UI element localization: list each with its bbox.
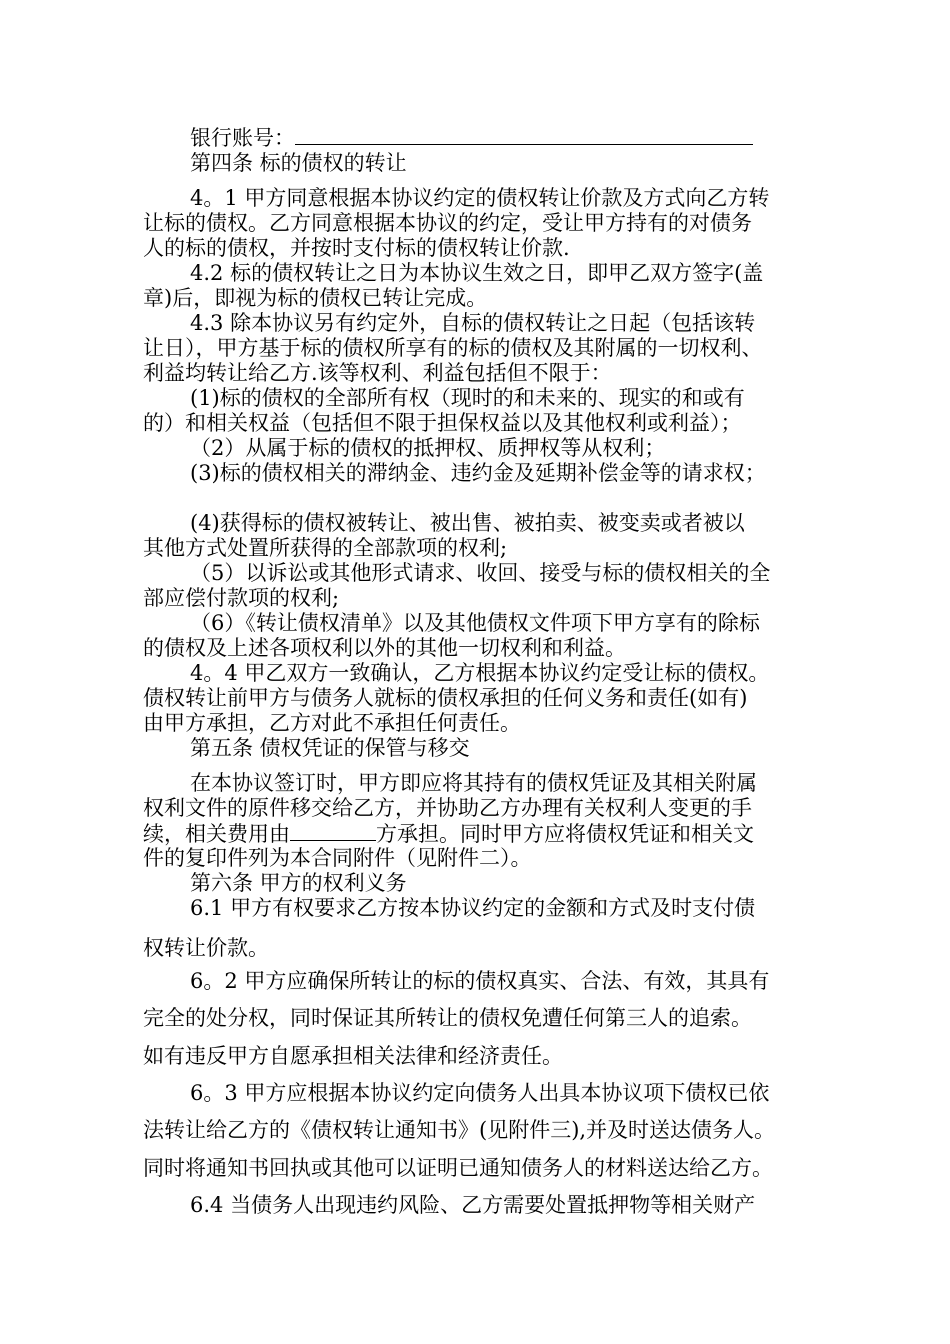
clause-6-2-line-2: 完全的处分权，同时保证其所转让的债权免遭任何第三人的追索。	[143, 1006, 752, 1030]
clause-4-4-line-1: 4。4 甲乙双方一致确认，乙方根据本协议约定受让标的债权。	[190, 661, 770, 685]
clause-6-4-line-1: 6.4 当债务人出现违约风险、乙方需要处置抵押物等相关财产	[190, 1193, 756, 1217]
item-6-line-1: （6）《转让债权清单》以及其他债权文件项下甲方享有的除标	[190, 611, 760, 635]
bank-account-label: 银行账号：	[190, 126, 295, 150]
clause-4-2-line-1: 4.2 标的债权转让之日为本协议生效之日，即甲乙双方签字(盖	[190, 261, 764, 285]
article-5-line-3	[143, 820, 754, 847]
article-6-heading: 第六条 甲方的权利义务	[190, 871, 407, 895]
clause-4-2-line-2: 章)后，即视为标的债权已转让完成。	[143, 286, 488, 310]
clause-4-4-line-2: 债权转让前甲方与债务人就标的债权承担的任何义务和责任(如有)	[143, 686, 748, 710]
clause-6-2-line-1: 6。2 甲方应确保所转让的标的债权真实、合法、有效，其具有	[190, 969, 770, 993]
clause-4-4-line-3: 由甲方承担，乙方对此不承担任何责任。	[143, 711, 521, 735]
article-5-line-2: 权利文件的原件移交给乙方，并协助乙方办理有关权利人变更的手	[143, 796, 752, 820]
article-4-heading: 第四条 标的债权的转让	[190, 151, 407, 175]
bank-account-line	[190, 124, 753, 151]
clause-4-1-line-3: 人的标的债权，并按时支付标的债权转让价款.	[143, 236, 570, 260]
bank-account-blank	[295, 124, 753, 145]
party-blank	[290, 820, 376, 841]
clause-4-3-line-1: 4.3 除本协议另有约定外，自标的债权转让之日起（包括该转	[190, 311, 756, 335]
item-4-line-2: 其他方式处置所获得的全部款项的权利;	[143, 536, 508, 560]
clause-6-3-line-2: 法转让给乙方的《债权转让通知书》(见附件三),并及时送达债务人。	[143, 1118, 776, 1142]
article-5-line-3-after: 方承担。同时甲方应将债权凭证和相关文	[376, 822, 754, 846]
clause-4-1-line-2: 让标的债权。乙方同意根据本协议的约定，受让甲方持有的对债务	[143, 211, 752, 235]
article-5-line-1: 在本协议签订时，甲方即应将其持有的债权凭证及其相关附属	[190, 771, 757, 795]
article-5-heading: 第五条 债权凭证的保管与移交	[190, 736, 470, 760]
article-5-line-4: 件的复印件列为本合同附件（见附件二）。	[143, 846, 532, 870]
item-1-line-1: (1)标的债权的全部所有权（现时的和未来的、现实的和或有	[190, 386, 745, 410]
item-1-line-2: 的）和相关权益（包括但不限于担保权益以及其他权利或利益）；	[143, 411, 742, 435]
item-4-line-1: (4)获得标的债权被转让、被出售、被拍卖、被变卖或者被以	[190, 511, 745, 535]
clause-6-1-line-1: 6.1 甲方有权要求乙方按本协议约定的金额和方式及时支付债	[190, 896, 756, 920]
article-5-line-3-before: 续，相关费用由	[143, 822, 290, 846]
clause-6-2-line-3: 如有违反甲方自愿承担相关法律和经济责任。	[143, 1044, 563, 1068]
item-5-line-2: 部应偿付款项的权利;	[143, 586, 340, 610]
item-6-line-2: 的债权及上述各项权利以外的其他一切权利和利益。	[143, 636, 626, 660]
clause-6-3-line-1: 6。3 甲方应根据本协议约定向债务人出具本协议项下债权已依	[190, 1081, 770, 1105]
clause-6-3-line-3: 同时将通知书回执或其他可以证明已通知债务人的材料送达给乙方。	[143, 1156, 773, 1180]
clause-4-3-line-2: 让日），甲方基于标的债权所享有的标的债权及其附属的一切权利、	[143, 336, 763, 360]
item-2: （2）从属于标的债权的抵押权、质押权等从权利；	[190, 436, 666, 460]
clause-4-3-line-3: 利益均转让给乙方.该等权利、利益包括但不限于：	[143, 361, 612, 385]
item-5-line-1: （5）以诉讼或其他形式请求、收回、接受与标的债权相关的全	[190, 561, 771, 585]
item-3: (3)标的债权相关的滞纳金、违约金及延期补偿金等的请求权；	[190, 461, 766, 485]
clause-4-1-line-1: 4。1 甲方同意根据本协议约定的债权转让价款及方式向乙方转	[190, 186, 770, 210]
clause-6-1-line-2: 权转让价款。	[143, 936, 269, 960]
